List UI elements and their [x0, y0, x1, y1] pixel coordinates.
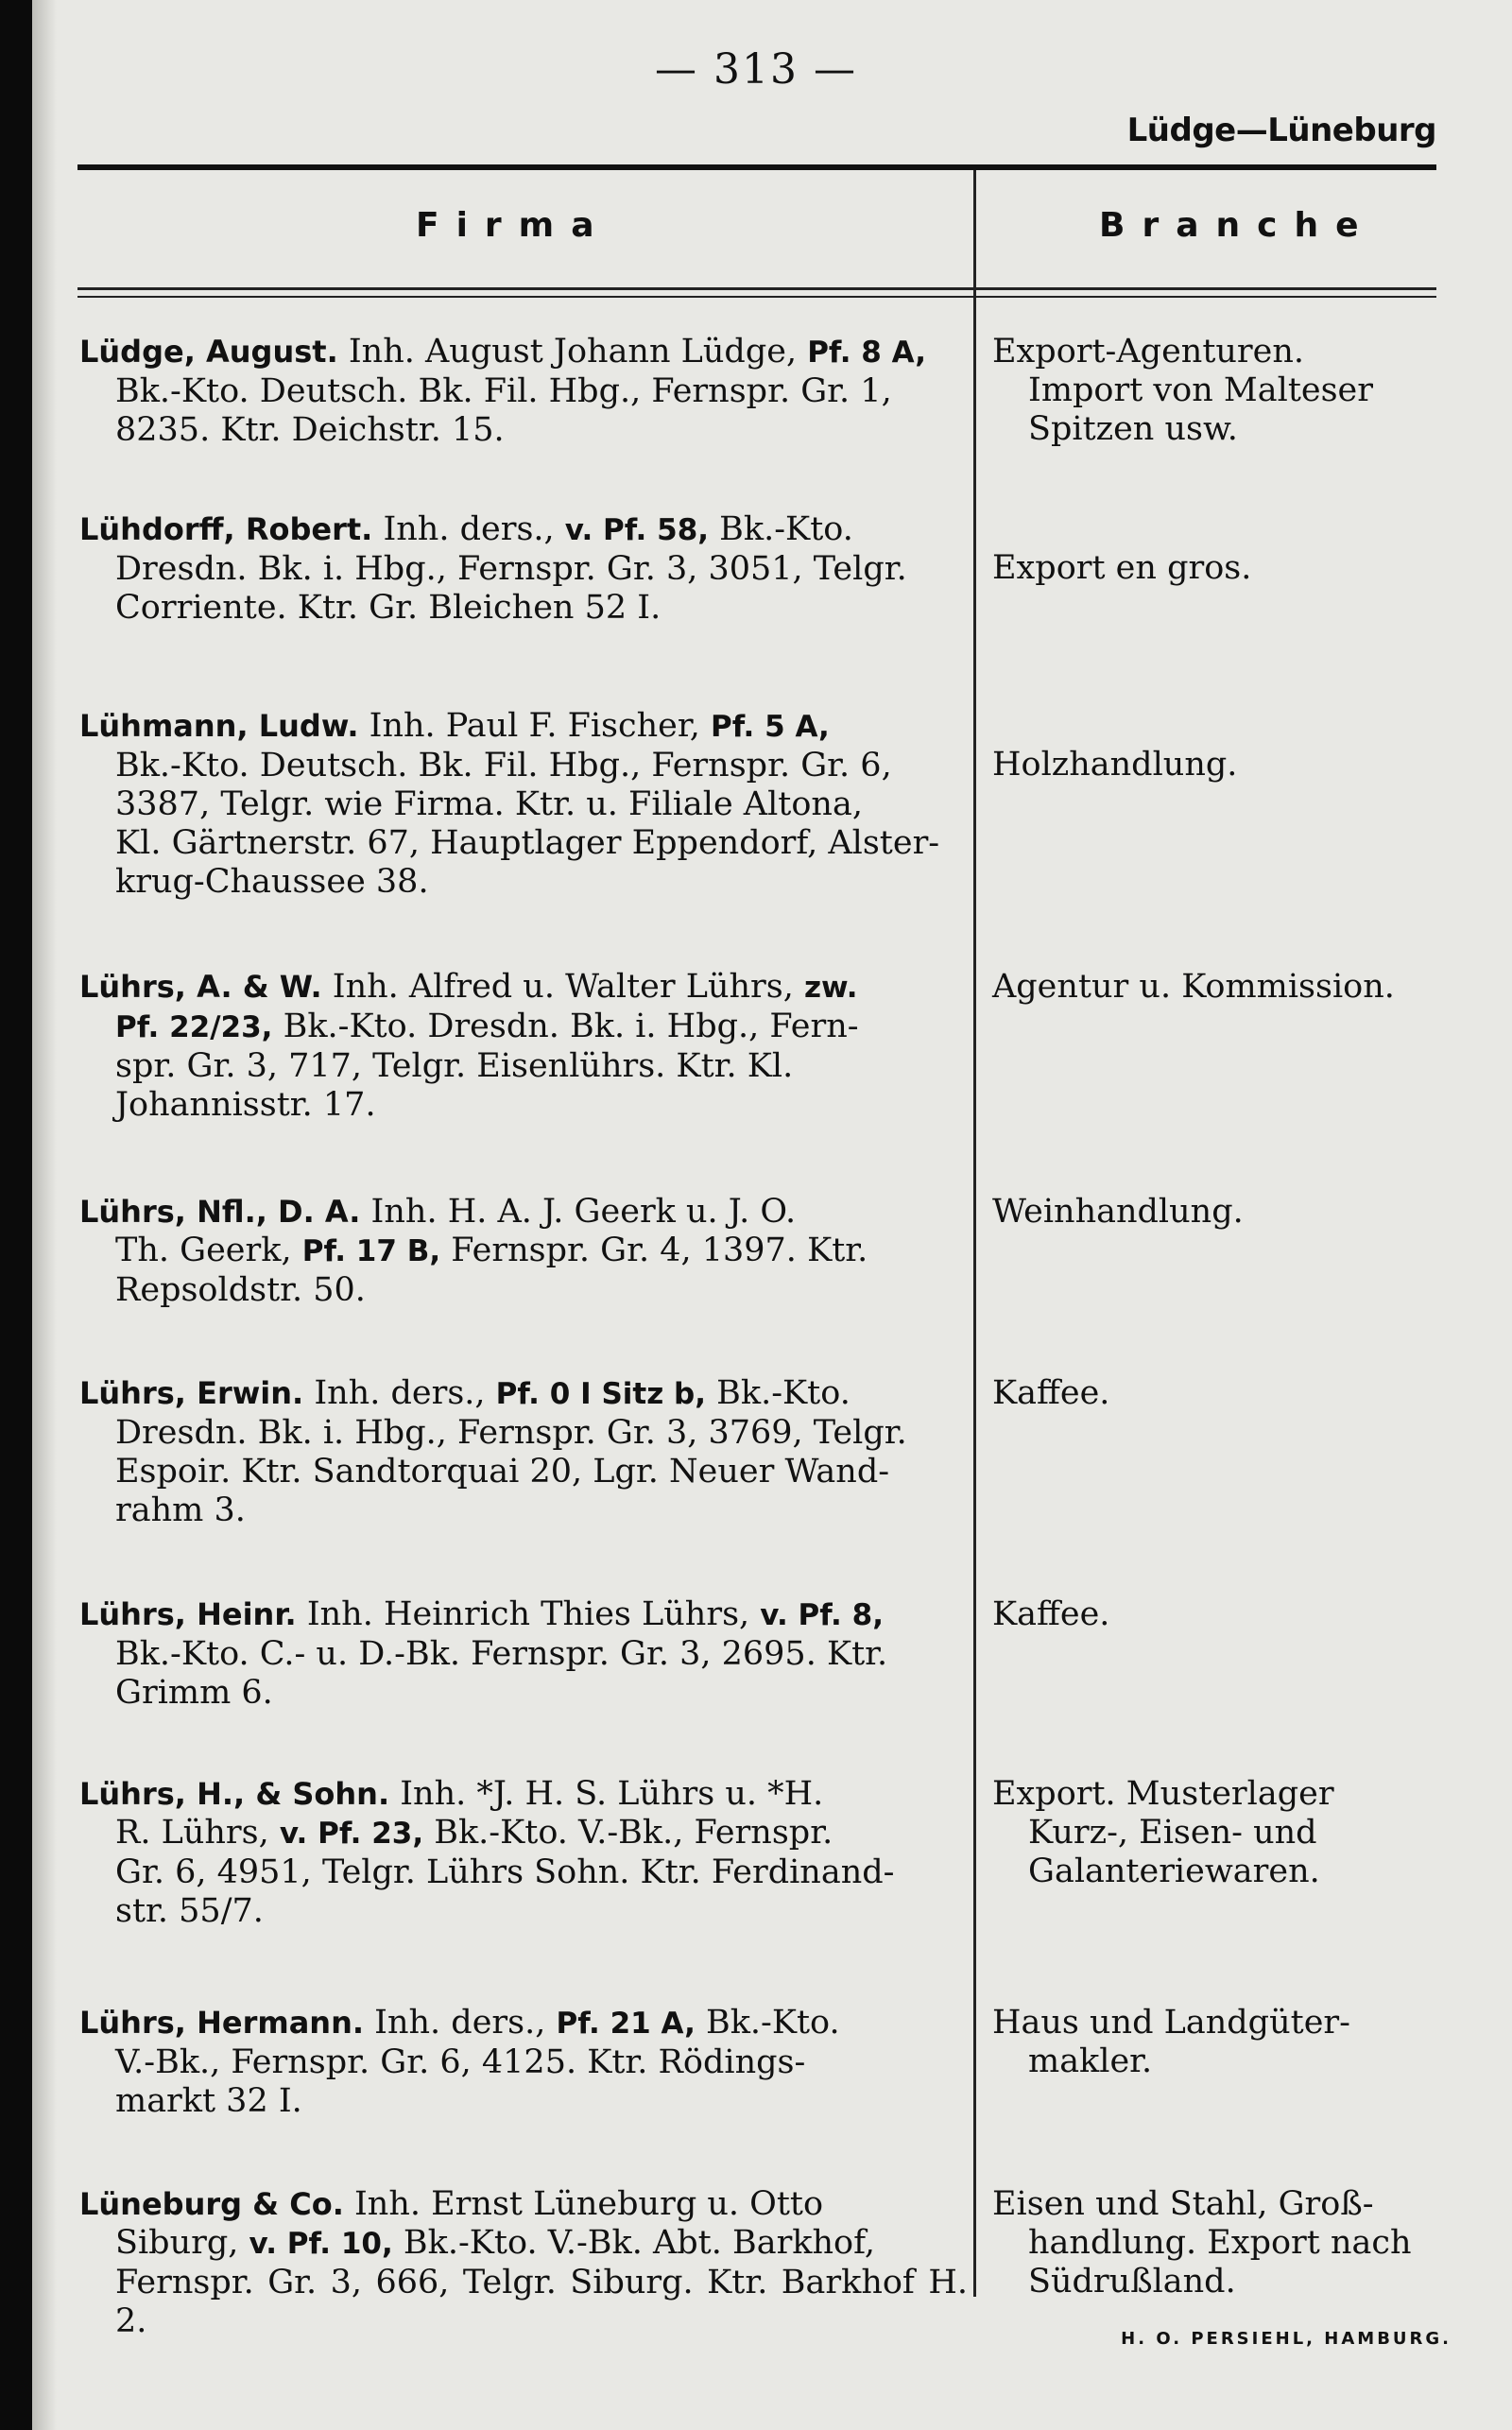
branche-line: Haus und Landgüter- [992, 2004, 1350, 2042]
firma-line [79, 1595, 968, 1635]
printer-imprint: H. O. PERSIEHL, HAMBURG. [1121, 2329, 1452, 2349]
firma-line [79, 1674, 968, 1713]
firma-segment: Inh. Paul F. Fischer, [358, 707, 712, 745]
branche-text [992, 1595, 1465, 1634]
branche-text [992, 510, 1465, 588]
firma-segment: Bk.-Kto. [695, 2004, 840, 2042]
firm-name: Lüneburg & Co. [79, 2186, 344, 2222]
firma-segment: markt 32 I. [115, 2082, 302, 2120]
firma-line [79, 333, 968, 372]
firm-name: Lüdge, August. [79, 334, 338, 370]
firma-line [79, 411, 968, 450]
page-number: — 313 — [655, 45, 857, 94]
firm-name: Lührs, Nfl., D. A. [79, 1194, 361, 1230]
column-header-rule-secondary [77, 296, 1436, 298]
firma-segment: Inh. Ernst Lüneburg u. Otto [343, 2185, 824, 2223]
firma-line [79, 863, 968, 902]
firma-segment: Bk.-Kto. C.- u. D.-Bk. Fernspr. Gr. 3, 2695. Ktr. [115, 1635, 888, 1673]
postfach: Pf. 0 I Sitz b, [495, 1377, 707, 1411]
firma-line [79, 2185, 968, 2224]
firma-line [79, 1086, 968, 1125]
firma-segment: Inh. Alfred u. Walter Lührs, [321, 968, 804, 1006]
firma-line [79, 1271, 968, 1310]
firma-segment: Inh. Heinrich Thies Lührs, [296, 1595, 761, 1633]
firma-line [79, 1814, 968, 1853]
postfach: Pf. 17 B, [301, 1234, 441, 1268]
postfach: zw. [804, 971, 858, 1005]
branche-text [992, 1193, 1465, 1232]
branche-line: makler. [1028, 2042, 1153, 2080]
firma-line [79, 1232, 968, 1271]
firm-name: Lührs, Hermann. [79, 2005, 364, 2041]
gutter-shadow [32, 0, 57, 2430]
branche-line: Kaffee. [992, 1374, 1110, 1412]
branche-line: Kaffee. [992, 1595, 1110, 1633]
postfach: Pf. 21 A, [556, 2007, 696, 2041]
firma-segment: Inh. ders., [303, 1374, 496, 1412]
running-head: Lüdge—Lüneburg [1126, 112, 1436, 149]
firma-segment: Inh. August Johann Lüdge, [337, 333, 808, 371]
firma-line [79, 1453, 968, 1491]
firma-segment: V.-Bk., Fernspr. Gr. 6, 4125. Ktr. Rödings- [115, 2043, 806, 2081]
postfach: Pf. 22/23, [115, 1010, 273, 1044]
firma-line [79, 1892, 968, 1931]
firma-segment: Bk.-Kto. Deutsch. Bk. Fil. Hbg., Fernspr. Gr. 6, [115, 747, 892, 784]
firma-line [79, 550, 968, 589]
firma-segment: Repsoldstr. 50. [115, 1271, 366, 1309]
firma-segment: Inh. ders., [364, 2004, 557, 2042]
postfach: Pf. 8 A, [807, 336, 926, 370]
firma-line [79, 1008, 968, 1047]
branche-line: Südrußland. [1028, 2263, 1236, 2301]
firma-text [79, 333, 968, 450]
column-header-branche: Branche [1099, 206, 1376, 245]
firma-line [79, 2082, 968, 2121]
column-header-firma: Firma [416, 206, 611, 245]
firma-segment: Dresdn. Bk. i. Hbg., Fernspr. Gr. 3, 3769, Telgr. [115, 1414, 907, 1452]
branche-line: Weinhandlung. [992, 1193, 1244, 1231]
branche-line [992, 510, 1465, 549]
column-divider [973, 170, 976, 2297]
branche-line: Export. Musterlager [992, 1775, 1334, 1813]
postfach: v. Pf. 10, [249, 2227, 393, 2261]
firma-line [79, 2004, 968, 2043]
firma-segment: Siburg, [115, 2224, 249, 2262]
firma-text [79, 1775, 968, 1931]
postfach: v. Pf. 8, [760, 1598, 884, 1632]
firma-segment: Grimm 6. [115, 1674, 273, 1712]
firma-segment: Th. Geerk, [115, 1232, 302, 1269]
firma-line [79, 747, 968, 785]
firma-segment: Bk.-Kto. V.-Bk. Abt. Barkhof, [392, 2224, 875, 2262]
firma-segment: Bk.-Kto. [706, 1374, 850, 1412]
firma-line [79, 824, 968, 863]
branche-text [992, 707, 1465, 784]
firma-line [79, 1635, 968, 1674]
firma-line [79, 968, 968, 1008]
firm-name: Lühdorff, Robert. [79, 511, 373, 547]
firm-name: Lührs, Heinr. [79, 1596, 297, 1632]
firma-segment: Espoir. Ktr. Sandtorquai 20, Lgr. Neuer Wand- [115, 1453, 890, 1491]
firm-name: Lührs, Erwin. [79, 1375, 304, 1411]
postfach: Pf. 5 A, [711, 710, 830, 744]
firma-text [79, 510, 968, 628]
firma-text [79, 1193, 968, 1310]
branche-line: Eisen und Stahl, Groß- [992, 2185, 1374, 2223]
firma-text [79, 2004, 968, 2121]
firma-segment: Gr. 6, 4951, Telgr. Lührs Sohn. Ktr. Ferdinand- [115, 1853, 895, 1891]
firma-segment: R. Lührs, [115, 1814, 280, 1852]
firm-name: Lührs, A. & W. [79, 969, 322, 1005]
firma-segment: Bk.-Kto. [709, 510, 853, 548]
firma-line [79, 2224, 968, 2264]
firm-name: Lührs, H., & Sohn. [79, 1776, 390, 1812]
branche-text [992, 1775, 1465, 1891]
firma-line [79, 785, 968, 824]
firma-text [79, 707, 968, 902]
firma-segment: Dresdn. Bk. i. Hbg., Fernspr. Gr. 3, 3051, Telgr. [115, 550, 907, 588]
firma-line [79, 707, 968, 747]
firma-segment: rahm 3. [115, 1491, 246, 1529]
firma-segment: Bk.-Kto. Dresdn. Bk. i. Hbg., Fern- [272, 1008, 859, 1045]
branche-text [992, 968, 1465, 1007]
firma-text [79, 1595, 968, 1713]
firma-line [79, 1775, 968, 1814]
firma-text [79, 2185, 968, 2341]
firma-text [79, 968, 968, 1125]
firma-segment: krug-Chaussee 38. [115, 863, 429, 901]
firma-line [79, 1193, 968, 1232]
firma-segment: Inh. ders., [372, 510, 565, 548]
firma-segment: Corriente. Ktr. Gr. Bleichen 52 I. [115, 589, 662, 627]
firma-segment: Bk.-Kto. Deutsch. Bk. Fil. Hbg., Fernspr. Gr. 1, [115, 372, 892, 410]
branche-text [992, 333, 1465, 449]
firma-line [79, 1491, 968, 1530]
branche-line: Holzhandlung. [992, 746, 1238, 784]
header-rule [77, 164, 1436, 170]
column-header-rule [77, 287, 1436, 290]
branche-line: handlung. Export nach [1028, 2224, 1412, 2262]
firma-line [79, 1047, 968, 1086]
firma-segment: Fernspr. Gr. 4, 1397. Ktr. [440, 1232, 868, 1269]
firma-text [79, 1374, 968, 1530]
firma-segment: 3387, Telgr. wie Firma. Ktr. u. Filiale Altona, [115, 785, 863, 823]
branche-line: Agentur u. Kommission. [992, 968, 1395, 1006]
firma-line [79, 372, 968, 411]
firma-segment: Inh. H. A. J. Geerk u. J. O. [360, 1193, 797, 1231]
firma-segment: 8235. Ktr. Deichstr. 15. [115, 411, 505, 449]
firma-line [79, 2264, 968, 2341]
firma-segment: Inh. *J. H. S. Lührs u. *H. [389, 1775, 824, 1813]
firma-line [79, 510, 968, 550]
branche-line: Export en gros. [992, 549, 1252, 587]
postfach: v. Pf. 23, [279, 1817, 424, 1851]
branche-line: Kurz-, Eisen- und [1028, 1814, 1317, 1852]
branche-line [992, 707, 1465, 746]
firma-line [79, 589, 968, 628]
firma-segment: spr. Gr. 3, 717, Telgr. Eisenlührs. Ktr. Kl. [115, 1047, 794, 1085]
firma-line [79, 1853, 968, 1892]
firma-segment: Kl. Gärtnerstr. 67, Hauptlager Eppendorf, Alster- [115, 824, 940, 862]
postfach: v. Pf. 58, [564, 513, 710, 547]
firma-line [79, 2043, 968, 2082]
firma-segment: Johannisstr. 17. [115, 1086, 376, 1124]
firma-line [79, 1374, 968, 1414]
book-spine [0, 0, 32, 2430]
branche-line: Export-Agenturen. [992, 333, 1305, 371]
branche-line: Import von Malteser [1028, 371, 1374, 409]
firma-line [79, 1414, 968, 1453]
branche-line: Galanteriewaren. [1028, 1853, 1320, 1890]
branche-text [992, 2185, 1465, 2301]
firm-name: Lühmann, Ludw. [79, 708, 359, 744]
firma-segment: str. 55/7. [115, 1892, 264, 1930]
firma-segment: Bk.-Kto. V.-Bk., Fernspr. [423, 1814, 833, 1852]
firma-segment: Fernspr. Gr. 3, 666, Telgr. Siburg. Ktr. Barkhof H. 2. [115, 2264, 968, 2340]
branche-text [992, 2004, 1465, 2081]
branche-text [992, 1374, 1465, 1413]
branche-line: Spitzen usw. [1028, 410, 1238, 448]
